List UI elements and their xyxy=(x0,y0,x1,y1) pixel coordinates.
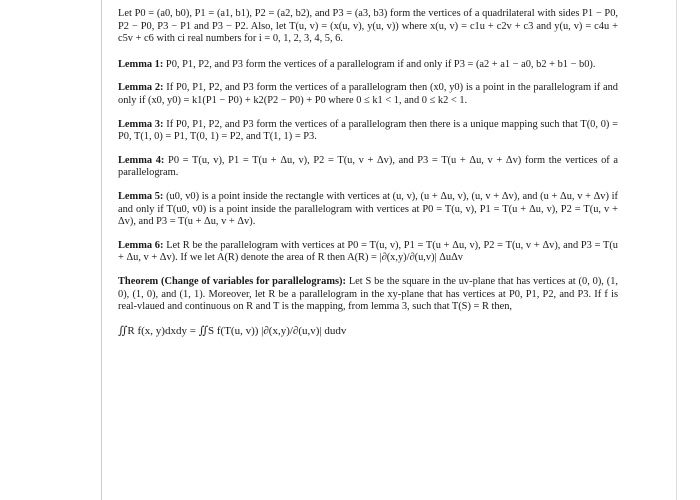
lemma-3-text: If P0, P1, P2, and P3 form the vertices of a parallelogram then there is a unique mapping such that T(0, 0) = P0, T(1, 0) = P1, T(0, 1) = P2, and T(1, 1) = P3. xyxy=(118,118,618,143)
lemma-2-label: Lemma 2: xyxy=(118,82,164,94)
page-edge-left xyxy=(101,0,102,500)
intro-paragraph: Let P0 = (a0, b0), P1 = (a1, b1), P2 = (a2, b2), and P3 = (a3, b3) form the vertices of a quadrilateral with sides P1 − P0, P2 − P0, P3 − P1 and P3 − P2. Also, let T(u, v) = (x(u, v), y(u, v)) where x(u, v) = c1u + c2v + c3 and y(u, v) = c4u + c5v + c6 with ci real numbers for i = 0, 1, 2, 3, 4, 5, 6. xyxy=(118,8,618,45)
lemma-6-text: Let R be the parallelogram with vertices at P0 = T(u, v), P1 = T(u + Δu, v), P2 = T(u, v + Δv), and P3 = T(u + Δu, v + Δv). If we let A(R) denote the area of R then A(R) = |∂(x,y)/∂(u,v)| ΔuΔv xyxy=(118,239,618,264)
lemma-6 xyxy=(118,240,618,265)
document-body xyxy=(118,8,618,348)
lemma-2-text: If P0, P1, P2, and P3 form the vertices of a parallelogram then (x0, y0) is a point in the parallelogram if and only if (x0, y0) = k1(P1 − P0) + k2(P2 − P0) + P0 where 0 ≤ k1 < 1, and 0 ≤ k2 < 1. xyxy=(118,82,618,106)
lemma-6-label: Lemma 6: xyxy=(118,239,164,251)
theorem-formula: ∬R f(x, y)dxdy = ∬S f(T(u, v)) |∂(x,y)/∂(u,v)| dudv xyxy=(118,324,347,337)
lemma-2 xyxy=(118,82,618,107)
lemma-3-label: Lemma 3: xyxy=(118,118,164,130)
lemma-4-text: P0 = T(u, v), P1 = T(u + Δu, v), P2 = T(u, v + Δv), and P3 = T(u + Δu, v + Δv) form the vertices of a parallelogram. xyxy=(118,154,618,179)
lemma-3 xyxy=(118,119,618,144)
lemma-1-label: Lemma 1: xyxy=(118,58,164,70)
theorem-label: Theorem (Change of variables for parallelograms): xyxy=(118,275,346,287)
theorem xyxy=(118,276,618,314)
lemma-5 xyxy=(118,191,618,229)
lemma-4 xyxy=(118,155,618,180)
lemma-1-text: P0, P1, P2, and P3 form the vertices of a parallelogram if and only if P3 = (a2 + a1 − a0, b2 + b1 − b0). xyxy=(165,58,596,70)
lemma-1 xyxy=(118,59,618,72)
lemma-5-label: Lemma 5: xyxy=(118,190,164,202)
lemma-5-text: (u0, v0) is a point inside the rectangle with vertices at (u, v), (u + Δu, v), (u, v + Δv), and (u + Δu, v + Δv) if and only if T(u0, v0) is a point inside the parallelogram with vertices at P0 = T(u, v), P1 = T(u + Δu, v), P2 = T(u, v + Δv), and P3 = T(u + Δu, v + Δv). xyxy=(118,190,618,228)
lemma-4-label: Lemma 4: xyxy=(118,154,165,166)
theorem-text: Let S be the square in the uv-plane that has vertices at (0, 0), (1, 0), (1, 0), and (1, 1). Moreover, let R be a parallelogram in the xy-plane that has vertices at P0, P1, P2, and P3. If f is real-vlaued and continuous on R and T is the mapping, from lemma 3, such that T(S) = R then, xyxy=(118,275,618,313)
page-edge-right xyxy=(676,0,677,500)
